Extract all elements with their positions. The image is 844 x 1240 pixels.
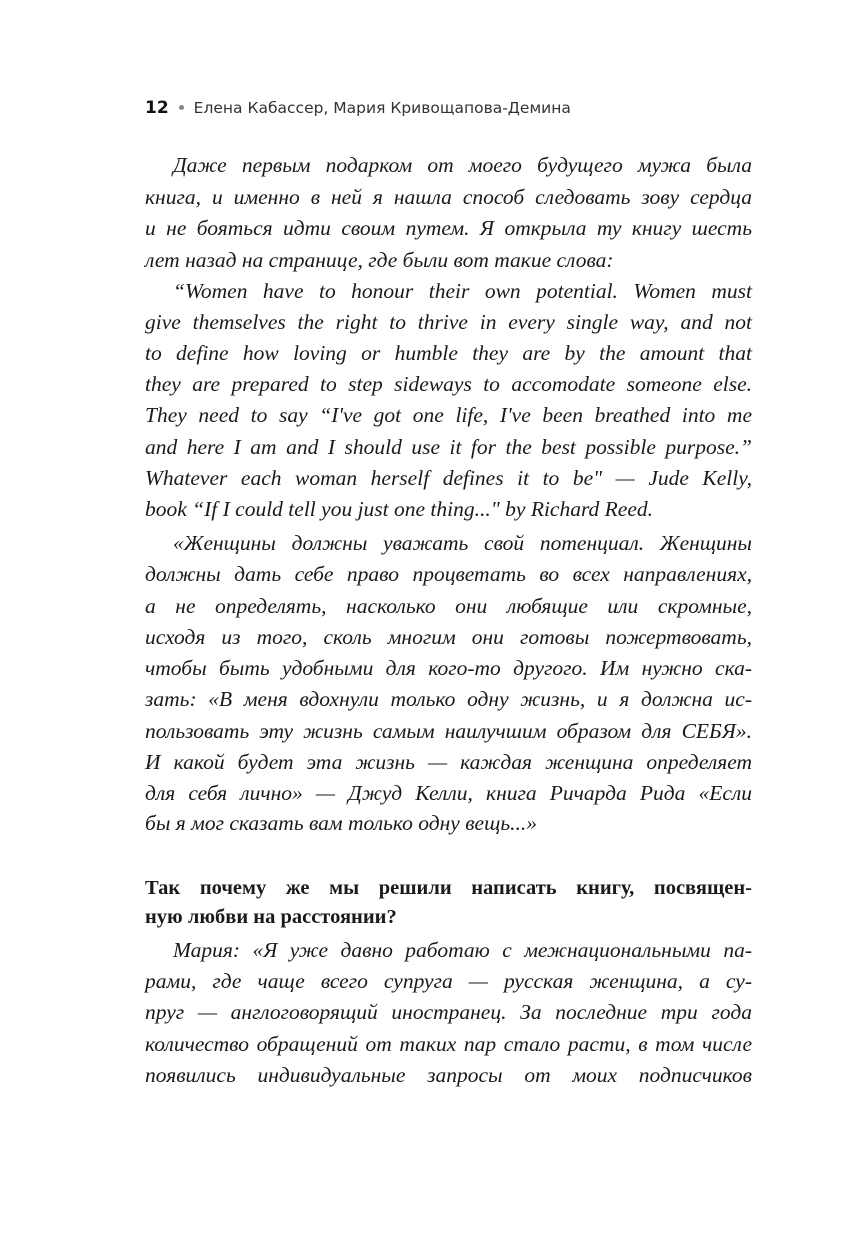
text-line: и не бояться идти своим путем. Я открыла ту книгу шесть — [145, 216, 752, 240]
text-line: бы я мог сказать вам только одну вещь...» — [145, 811, 537, 835]
text-line: Мария: «Я уже давно работаю с межнациональными па- — [173, 938, 752, 962]
text-line: and here I am and I should use it for the best possible purpose.” — [145, 435, 752, 459]
text-line: They need to say “I've got one life, I've been breathed into me — [145, 403, 752, 427]
text-line: а не определять, насколько они любящие или скромные, — [145, 594, 752, 618]
text-line: для себя лично» — Джуд Келли, книга Ричарда Рида «Если — [145, 781, 752, 805]
text-line: to define how loving or humble they are by the amount that — [145, 341, 752, 365]
text-line: количество обращений от таких пар стало расти, в том числе — [145, 1032, 752, 1056]
text-line: И какой будет эта жизнь — каждая женщина определяет — [145, 750, 752, 774]
text-line: зать: «В меня вдохнули только одну жизнь, и я должна ис- — [145, 687, 752, 711]
text-line: пользовать эту жизнь самым наилучшим образом для СЕБЯ». — [145, 719, 752, 743]
text-line: должны дать себе право процветать во всех направлениях, — [145, 562, 752, 586]
text-line: чтобы быть удобными для кого-то другого. Им нужно ска- — [145, 656, 752, 680]
text-line: появились индивидуальные запросы от моих подписчиков — [145, 1063, 752, 1087]
text-line: book “If I could tell you just one thing..." by Richard Reed. — [145, 497, 654, 521]
text-line: лет назад на странице, где были вот такие слова: — [145, 248, 614, 272]
authors: Елена Кабассер, Мария Кривощапова-Демина — [193, 99, 571, 117]
bullet-separator — [179, 105, 184, 110]
section-heading-line: Так почему же мы решили написать книгу, посвящен- — [145, 877, 752, 899]
text-line: Whatever each woman herself defines it to be" — Jude Kelly, — [145, 466, 752, 490]
text-line: they are prepared to step sideways to accomodate someone else. — [145, 372, 752, 396]
text-line: “Women have to honour their own potential. Women must — [173, 279, 752, 303]
section-heading-line: ную любви на расстоянии? — [145, 906, 397, 928]
text-line: Даже первым подарком от моего будущего мужа была — [173, 153, 752, 177]
text-line: пруг — англоговорящий иностранец. За последние три года — [145, 1000, 752, 1024]
text-line: рами, где чаще всего супруга — русская женщина, а су- — [145, 969, 752, 993]
page-number: 12 — [145, 98, 169, 118]
running-header — [145, 98, 571, 118]
text-line: книга, и именно в ней я нашла способ следовать зову сердца — [145, 185, 752, 209]
text-line: give themselves the right to thrive in every single way, and not — [145, 310, 752, 334]
text-line: «Женщины должны уважать свой потенциал. Женщины — [173, 531, 752, 555]
text-line: исходя из того, сколь многим они готовы пожертвовать, — [145, 625, 752, 649]
